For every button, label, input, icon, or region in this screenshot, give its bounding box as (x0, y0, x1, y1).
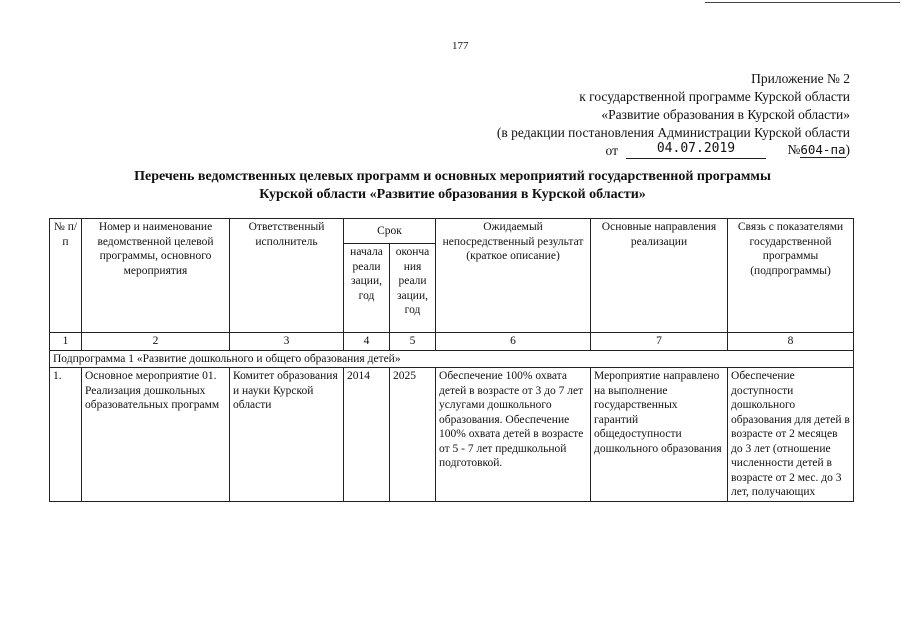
column-number: 2 (82, 333, 230, 351)
annex-header (497, 70, 850, 160)
title-line-2: Курской области «Развитие образования в Курской области» (259, 187, 646, 202)
annex-line-1: Приложение № 2 (751, 71, 850, 86)
document-title (0, 168, 905, 204)
row-name: Основное мероприятие 01. Реализация дошкольных образовательных программ (82, 368, 230, 502)
column-number: 1 (50, 333, 82, 351)
subprogram-title: Подпрограмма 1 «Развитие дошкольного и общего образования детей» (50, 350, 854, 368)
annex-line-4: (в редакции постановления Администрации Курской области (496, 125, 850, 140)
annex-number-value: 604-па (800, 142, 846, 157)
header-name: Номер и наименование ведомственной целевой программы, основного мероприятия (82, 219, 230, 333)
annex-line-3: «Развитие образования в Курской области» (601, 107, 850, 122)
column-number: 6 (436, 333, 591, 351)
row-start: 2014 (344, 368, 390, 502)
annex-line-2: к государственной программе Курской области (579, 89, 850, 104)
row-end: 2025 (390, 368, 436, 502)
header-executor: Ответственный исполнитель (230, 219, 344, 333)
row-num: 1. (50, 368, 82, 502)
column-number: 3 (230, 333, 344, 351)
annex-close-paren: ) (845, 142, 850, 157)
table-row (50, 368, 854, 502)
annex-from-label: от (605, 143, 618, 158)
annex-number-prefix: № (787, 142, 801, 157)
annex-date: 04.07.2019 (626, 140, 766, 159)
column-number: 4 (344, 333, 390, 351)
column-numbers-row (50, 333, 854, 351)
subprogram-row (50, 350, 854, 368)
page-number: 177 (452, 40, 469, 52)
annex-number (787, 141, 850, 159)
row-directions: Мероприятие направлено на выполнение государственных гарантий общедоступности дошкольного образования (591, 368, 728, 502)
column-number: 8 (728, 333, 854, 351)
row-link: Обеспечение доступности дошкольного образования для детей в возрасте от 2 месяцев до 3 лет (отношение численности детей в возрасте от 2 мес. до 3 лет, получающих (728, 368, 854, 502)
row-executor: Комитет образования и науки Курской области (230, 368, 344, 502)
header-link: Связь с показателями государственной программы (подпрограммы) (728, 219, 854, 333)
header-result: Ожидаемый непосредственный результат (краткое описание) (436, 219, 591, 333)
top-edge-line (705, 2, 900, 3)
programs-table (49, 218, 854, 502)
row-result: Обеспечение 100% охвата детей в возрасте от 3 до 7 лет услугами дошкольного образования. Обеспечение 100% охвата детей в возрасте от 5 - 7 лет предшкольной подготовкой. (436, 368, 591, 502)
header-start: начала реали зации, год (344, 244, 390, 333)
header-term: Срок (344, 219, 436, 244)
column-number: 7 (591, 333, 728, 351)
header-end: оконча ния реали зации, год (390, 244, 436, 333)
column-number: 5 (390, 333, 436, 351)
annex-date-row (497, 142, 850, 160)
header-directions: Основные направления реализации (591, 219, 728, 333)
header-num: № п/п (50, 219, 82, 333)
header-row-1 (50, 219, 854, 244)
title-line-1: Перечень ведомственных целевых программ и основных мероприятий государственной программы (134, 169, 771, 184)
